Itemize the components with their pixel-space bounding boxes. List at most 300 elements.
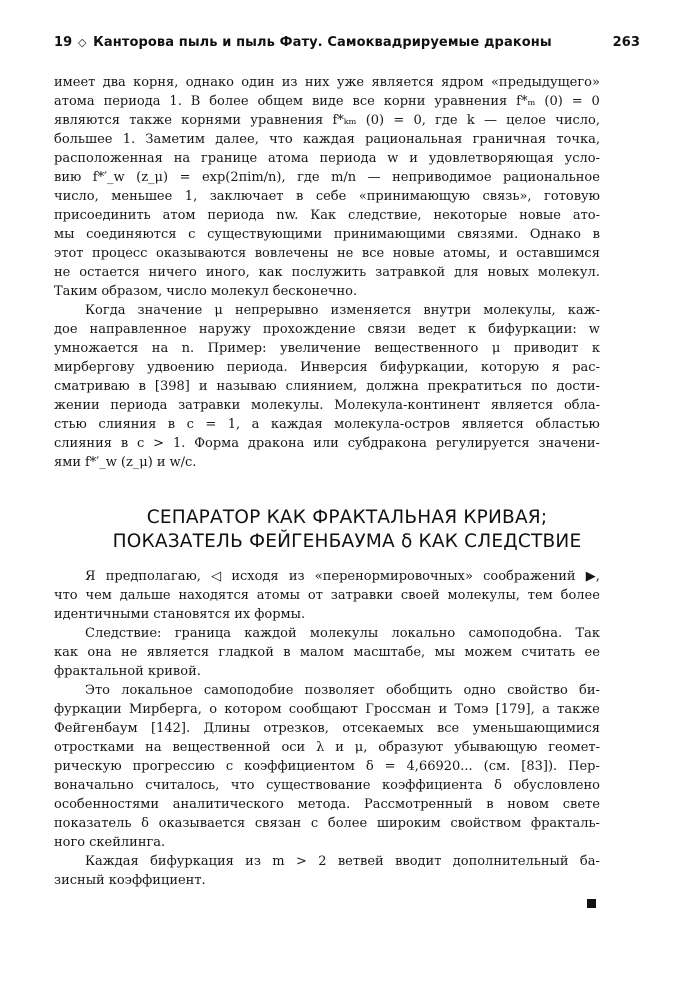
word: атомы [256, 588, 301, 603]
word: ного [54, 835, 86, 850]
word: μ [214, 303, 223, 318]
word: слияния [54, 436, 112, 451]
word: δ [494, 778, 502, 793]
word: гладкой [218, 645, 274, 660]
word: самоподобна. [468, 626, 563, 641]
word: молекулы [309, 626, 379, 641]
word: с [225, 759, 234, 774]
section-title-line-1: СЕПАРАТОР КАК ФРАКТАЛЬНАЯ КРИВАЯ; [146, 507, 548, 528]
word: а [542, 702, 550, 717]
word: nw. [276, 208, 299, 223]
text-line [54, 814, 600, 833]
word: корнями [181, 113, 242, 128]
word: готовую [544, 189, 600, 204]
word: чем [85, 588, 112, 603]
word: — [367, 170, 381, 185]
word: слиянием, [285, 379, 358, 394]
word: связи [367, 322, 407, 337]
word: сообщают [288, 702, 358, 717]
word: [179], [495, 702, 535, 717]
word: число [166, 284, 207, 299]
word: > [295, 854, 307, 869]
word: в [138, 379, 146, 394]
running-header [54, 35, 640, 55]
text-line [54, 396, 600, 415]
text-line [54, 567, 600, 586]
word: f*ₘ [516, 94, 536, 109]
word: рациональное [503, 170, 600, 185]
word: молекулы. [251, 398, 324, 413]
word: точка, [556, 132, 600, 147]
word: что [54, 588, 78, 603]
word: обусловлено [513, 778, 600, 793]
word: от [307, 588, 323, 603]
word: принимающими [333, 227, 446, 242]
word: субдракона [347, 436, 427, 451]
word: значение [137, 303, 203, 318]
word: я [551, 360, 560, 375]
text-line [54, 377, 600, 396]
word: удовлетворяющая [428, 151, 554, 166]
section-title [54, 506, 640, 554]
word: периода [207, 208, 265, 223]
word: новых [487, 265, 529, 280]
word: «предыдущего» [490, 75, 600, 90]
word: все [352, 94, 375, 109]
word: вводит [395, 854, 442, 869]
word: виде [311, 94, 344, 109]
word: их [234, 607, 251, 622]
word: локально [391, 626, 456, 641]
word: m [272, 854, 285, 869]
word: Форма [194, 436, 240, 451]
word: являются [54, 113, 120, 128]
word: атом [162, 208, 196, 223]
word: предполагаю, [105, 569, 201, 584]
word: как [258, 265, 283, 280]
word: значени- [538, 436, 600, 451]
word: удвоению [147, 360, 215, 375]
word: [83]). [521, 759, 558, 774]
word: μ, [354, 740, 368, 755]
word: атома [54, 94, 95, 109]
word: корня, [133, 75, 179, 90]
word: — [483, 113, 497, 128]
text-line [54, 282, 600, 301]
word: расположенная [54, 151, 163, 166]
word: себе [315, 189, 347, 204]
word: и [409, 151, 418, 166]
word: ее [584, 645, 600, 660]
word: вовлечены [254, 246, 329, 261]
word: фуркации [54, 702, 122, 717]
word: Молекула-континент [334, 398, 481, 413]
word: бифуркации, [380, 360, 469, 375]
word: считать [521, 645, 576, 660]
word: все [436, 721, 460, 736]
word: (см. [483, 759, 511, 774]
word: них [304, 75, 330, 90]
word: в [283, 645, 291, 660]
word: Каждая [85, 854, 139, 869]
word: 0 [591, 94, 600, 109]
word: позволяет [304, 683, 375, 698]
text-line [54, 111, 600, 130]
word: = [384, 759, 396, 774]
word: где [435, 113, 458, 128]
word: новые [519, 208, 561, 223]
text-line [54, 149, 600, 168]
word: вещественной [172, 740, 271, 755]
diamond-icon: ◇ [77, 36, 87, 49]
word: Следствие: [85, 626, 162, 641]
word: в [592, 227, 600, 242]
text-line [54, 586, 600, 605]
word: обла- [563, 398, 600, 413]
text-line [54, 662, 600, 681]
word: общем [257, 94, 304, 109]
word: отрезков, [263, 721, 329, 736]
word: воначально [54, 778, 134, 793]
chapter-number: 19 [54, 35, 73, 50]
word: 1. [122, 132, 136, 147]
text-line [54, 833, 600, 852]
word: Длины [203, 721, 250, 736]
text-line [54, 358, 600, 377]
word: [398] [154, 379, 190, 394]
word: бифуркация [150, 854, 234, 869]
word: = [205, 417, 217, 432]
word: образом, [101, 284, 163, 299]
chapter-heading [54, 35, 552, 50]
word: 0, [413, 113, 426, 128]
word: [142]. [151, 721, 191, 736]
word: из [288, 569, 305, 584]
word: соединяются [86, 227, 177, 242]
word: > [153, 436, 165, 451]
word: присоединить [54, 208, 151, 223]
word: аналитического [172, 797, 284, 812]
word: областью [535, 417, 600, 432]
word: существующими [207, 227, 323, 242]
word: существование [266, 778, 371, 793]
word: неприводимое [392, 170, 492, 185]
word: можем [464, 645, 513, 660]
word: где [297, 170, 320, 185]
word: два [102, 75, 126, 90]
word: приводит [513, 341, 579, 356]
word: w [588, 322, 600, 337]
word: «принимающую [358, 189, 470, 204]
word: следствие, [348, 208, 422, 223]
word: уравнения [250, 113, 324, 128]
word: дое [54, 322, 78, 337]
word: f*′_w [84, 455, 117, 470]
text-line [54, 605, 600, 624]
text-line [54, 301, 600, 320]
word: затравки [178, 398, 241, 413]
page-number: 263 [612, 35, 640, 50]
text-line [54, 738, 600, 757]
word: является [146, 645, 210, 660]
word: должна [366, 379, 419, 394]
word: = [179, 170, 191, 185]
word: тем [527, 588, 553, 603]
word: и [335, 740, 344, 755]
word: широким [376, 816, 441, 831]
word: прогрессию [132, 759, 215, 774]
word: исходя [231, 569, 279, 584]
word: (0) [544, 94, 563, 109]
text-line [54, 624, 600, 643]
word: является [461, 417, 524, 432]
word: граница [174, 626, 232, 641]
word: f*′_w [92, 170, 125, 185]
word: с [188, 227, 196, 242]
word: мирбергову [54, 360, 135, 375]
text-block-2 [54, 567, 600, 890]
text-line [54, 681, 600, 700]
word: δ [365, 759, 374, 774]
word: находятся [178, 588, 249, 603]
word: w/c. [169, 455, 197, 470]
text-line [54, 339, 600, 358]
word: называю [216, 379, 277, 394]
word: = [571, 94, 583, 109]
word: геомет- [548, 740, 600, 755]
word: образуют [378, 740, 444, 755]
word: f*ₖₘ [332, 113, 357, 128]
word: метода. [297, 797, 351, 812]
word: оставшимся [516, 246, 600, 261]
text-block-1 [54, 73, 600, 472]
word: послужить [291, 265, 367, 280]
word: n. [181, 341, 195, 356]
word: из [281, 75, 298, 90]
word: периода [110, 398, 168, 413]
word: жении [54, 398, 100, 413]
word: би- [579, 683, 600, 698]
word: вию [54, 170, 82, 185]
word: регулируется [435, 436, 530, 451]
word: бесконечно. [272, 284, 358, 299]
word: ями [54, 455, 81, 470]
word: оказываются [156, 246, 247, 261]
text-line [54, 852, 600, 871]
word: δ [141, 816, 149, 831]
word: молекула-остров [334, 417, 451, 432]
word: молекулы, [447, 588, 520, 603]
word: каждой [244, 626, 297, 641]
word: Это [85, 683, 110, 698]
text-line [54, 130, 600, 149]
text-line [54, 776, 600, 795]
word: которую [480, 360, 540, 375]
word: число, [555, 113, 600, 128]
word: а [251, 417, 260, 432]
word: свойство [507, 683, 568, 698]
word: как [54, 645, 79, 660]
word: слияния [98, 417, 157, 432]
word: скейлинга. [89, 835, 166, 850]
word: молекулы, [483, 303, 556, 318]
word: однако [185, 75, 234, 90]
word: показатель [54, 816, 132, 831]
word: она [87, 645, 112, 660]
word: изменяется [330, 303, 412, 318]
word: своей [400, 588, 440, 603]
word: дополнительный [452, 854, 569, 869]
word: дальше [119, 588, 171, 603]
word: рическую [54, 759, 122, 774]
word: уравнения [434, 94, 508, 109]
word: Я [85, 569, 96, 584]
word: свете [562, 797, 600, 812]
word: и [499, 246, 508, 261]
word: каж- [567, 303, 600, 318]
word: 2 [318, 854, 327, 869]
word: в [120, 436, 129, 451]
word: Томэ [454, 702, 489, 717]
word: = [393, 113, 405, 128]
word: w [387, 151, 399, 166]
word: новые [392, 246, 435, 261]
word: непрерывно [234, 303, 319, 318]
text-line [54, 719, 600, 738]
word: μ [491, 341, 501, 356]
word: 1. [169, 94, 182, 109]
word: умножается [54, 341, 139, 356]
word: более [209, 94, 249, 109]
word: (z_μ) [136, 170, 169, 185]
word: ведет [418, 322, 457, 337]
word: более [327, 816, 368, 831]
word: внутри [423, 303, 472, 318]
word: на [145, 740, 162, 755]
word: молекул. [537, 265, 600, 280]
word: ▶, [585, 569, 600, 584]
text-line [54, 187, 600, 206]
word: ветвей [337, 854, 384, 869]
word: фракталь- [530, 816, 600, 831]
word: Пер- [568, 759, 600, 774]
word: Мирберга, [129, 702, 202, 717]
word: периода [103, 94, 161, 109]
word: 1, [227, 417, 241, 432]
word: вещественного [374, 341, 479, 356]
word: бифуркации: [488, 322, 577, 337]
word: к [591, 341, 600, 356]
word: усло- [564, 151, 600, 166]
word: зисный [54, 873, 105, 888]
word: что [269, 132, 293, 147]
word: коэффициентом [244, 759, 355, 774]
word: также [557, 702, 600, 717]
word: Так [575, 626, 600, 641]
text-line [54, 434, 600, 453]
word: и [198, 379, 208, 394]
text-line [54, 206, 600, 225]
word: мы [434, 645, 455, 660]
word: или [313, 436, 339, 451]
word: прохождение [262, 322, 356, 337]
word: направленное [89, 322, 187, 337]
word: не [120, 645, 138, 660]
word: ничего [148, 265, 197, 280]
word: периода. [226, 360, 288, 375]
word: становятся [153, 607, 231, 622]
word: корни [383, 94, 426, 109]
word: является [490, 398, 554, 413]
word: имеет [54, 75, 96, 90]
word: λ [316, 740, 325, 755]
word: остается [79, 265, 140, 280]
word: каждая [303, 132, 355, 147]
word: Таким [54, 284, 98, 299]
end-of-text-mark [587, 899, 596, 908]
word: дости- [556, 379, 600, 394]
word: дракона [247, 436, 305, 451]
section-title-line-2: ПОКАЗАТЕЛЬ ФЕЙГЕНБАУМА δ КАК СЛЕДСТВИЕ [112, 531, 582, 552]
word: затравки [330, 588, 393, 603]
word: особенностями [54, 797, 160, 812]
word: малом [299, 645, 344, 660]
word: атомы, [443, 246, 491, 261]
word: Фейгенбаум [54, 721, 138, 736]
text-line [54, 168, 600, 187]
word: далее, [215, 132, 259, 147]
word: Как [310, 208, 337, 223]
word: для [454, 265, 479, 280]
word: связан [254, 816, 302, 831]
word: границе [200, 151, 258, 166]
word: сматриваю [54, 379, 130, 394]
word: не [336, 246, 354, 261]
word: процесс [92, 246, 148, 261]
word: коэффициента [382, 778, 483, 793]
word: и [156, 455, 166, 470]
word: наружу [198, 322, 251, 337]
word: новом [507, 797, 550, 812]
word: молекул [210, 284, 269, 299]
word: некоторые [433, 208, 508, 223]
word: Однако [529, 227, 581, 242]
text-line [54, 643, 600, 662]
word: кривой. [147, 664, 201, 679]
word: уже [336, 75, 365, 90]
word: связями. [457, 227, 519, 242]
word: на [151, 341, 169, 356]
text-line [54, 225, 600, 244]
word: считалось, [145, 778, 220, 793]
text-line [54, 320, 600, 339]
word: фрактальной [54, 664, 144, 679]
word: отсекаемых [342, 721, 424, 736]
word: масштабе, [353, 645, 426, 660]
word: атома [268, 151, 309, 166]
word: 1. [172, 436, 186, 451]
word: одно [463, 683, 496, 698]
word: локальное [121, 683, 193, 698]
word: обобщить [385, 683, 453, 698]
text-line [54, 453, 600, 472]
word: ядром [441, 75, 484, 90]
word: все [361, 246, 385, 261]
word: самоподобие [203, 683, 294, 698]
word: более [560, 588, 600, 603]
word: затравкой [375, 265, 446, 280]
word: идентичными [54, 607, 150, 622]
